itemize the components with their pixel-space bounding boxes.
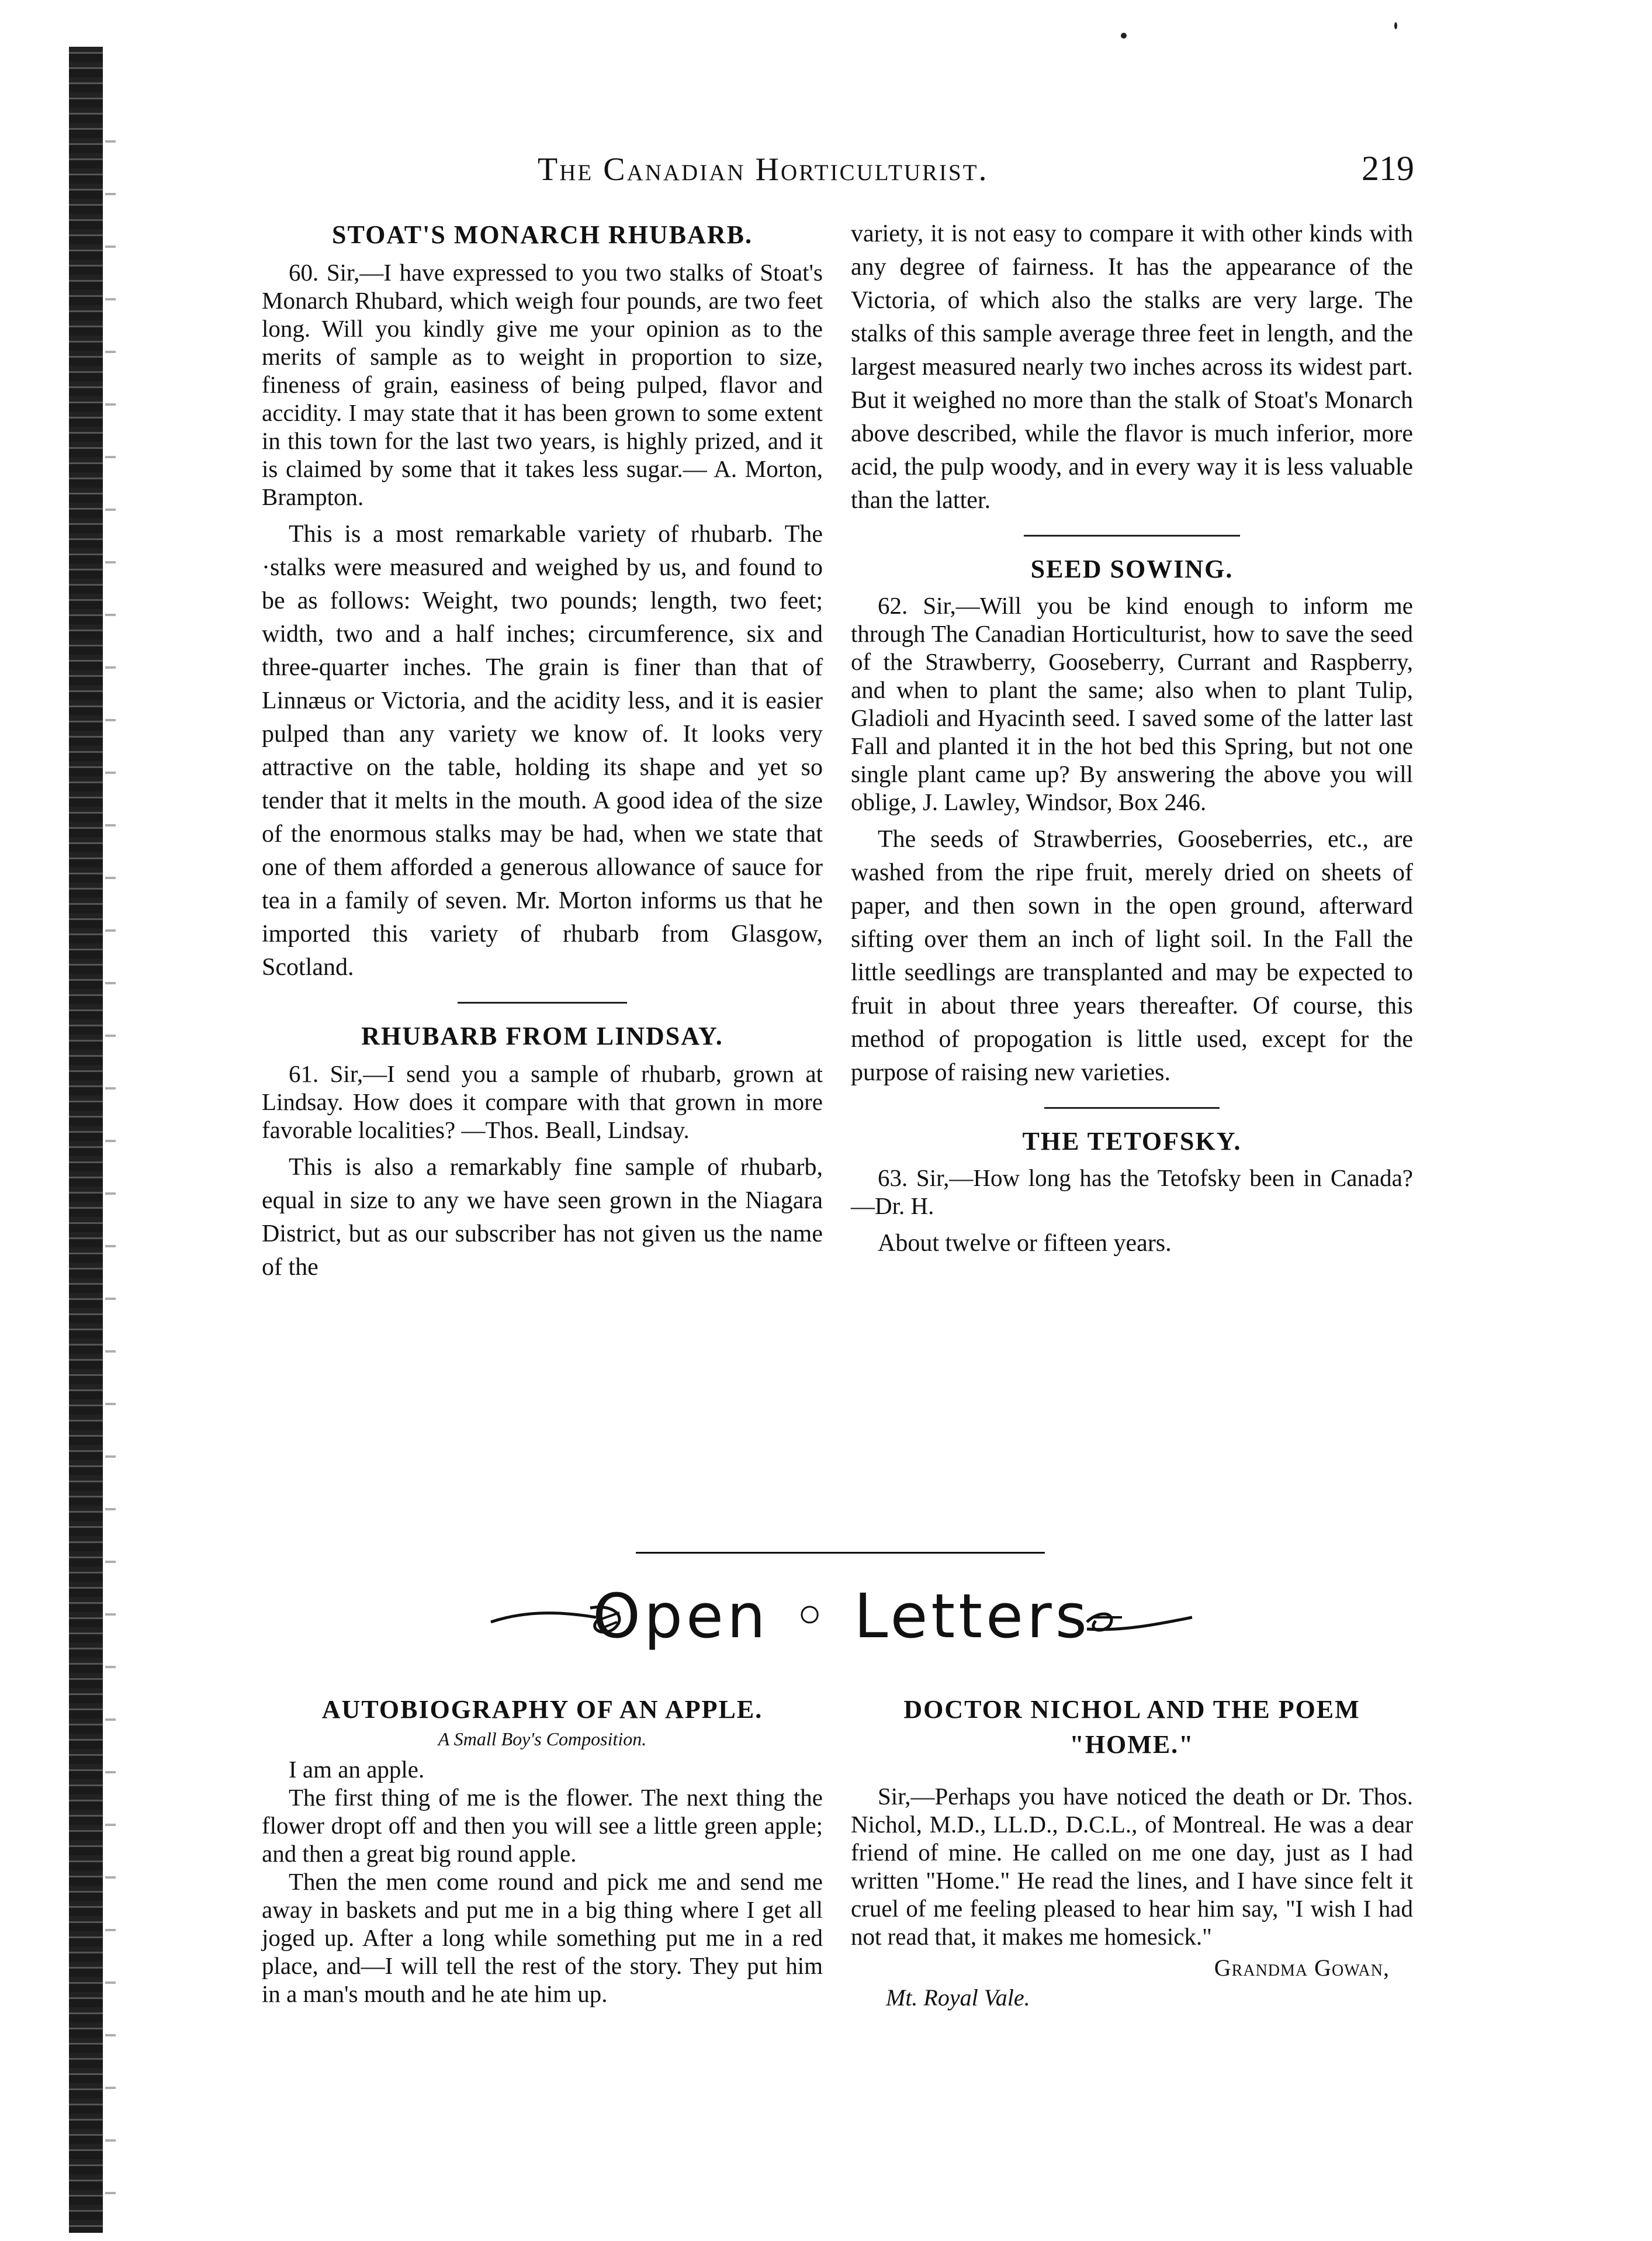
reply-61: This is also a remarkably fine sample of rhubarb, equal in size to any we have seen grown in the Niagara District, but as our subscriber has not given us the name of the xyxy=(262,1154,823,1281)
reply-62: The seeds of Strawberries, Gooseberries, etc., are washed from the ripe fruit, merely dried on sheets of paper, and then sown in the open ground, afterward sifting over them an inch of light soil. In the Fall the little seedlings are transplanted and may be expected to fruit in about three years thereafter. Of course, this method of propogation is little used, except for the purpose of raising new varieties. xyxy=(851,826,1413,1086)
autobiography-column xyxy=(262,1692,823,2008)
page-number: 219 xyxy=(1362,149,1414,188)
letter-61: 61. Sir,—I send you a sample of rhubarb, grown at Lindsay. How does it compare with that grown in more favorable localities? —Thos. Beall, Lindsay. xyxy=(262,1060,823,1143)
right-column xyxy=(851,217,1413,1260)
signature: Grandma Gowan, xyxy=(1214,1955,1390,1981)
letter-63: 63. Sir,—How long has the Tetofsky been in Canada?—Dr. H. xyxy=(851,1164,1413,1219)
section-divider xyxy=(1024,535,1240,537)
letter-60: 60. Sir,—I have expressed to you two stalks of Stoat's Monarch Rhubard, which weigh four pounds, are two feet long. Will you kindly give me your opinion as to the merits of sample as to weight in proportion to size, fineness of grain, easiness of being pulped, flavor and accidity. I may state that it has been grown to some extent in this town for the last two years, is highly prized, and it is claimed by some that it takes less sugar.— A. Morton, Brampton. xyxy=(262,259,823,510)
book-binding-edge xyxy=(69,47,103,2233)
section-heading-seed-sowing: SEED SOWING. xyxy=(1030,555,1234,583)
banner-title: Open ◦ Letters xyxy=(593,1581,1090,1652)
left-column xyxy=(262,217,823,1284)
paragraph: Then the men come round and pick me and send me away in baskets and put me in a big thing where I get all joged up. After a long while something put me in a red place, and—I will tell the rest of the story. They put him in a man's mouth and he ate him up. xyxy=(262,1868,823,2007)
section-heading-tetofsky: THE TETOFSKY. xyxy=(1022,1127,1242,1156)
paragraph: The first thing of me is the flower. The next thing the flower dropt off and then you will see a little green apple; and then a great big round apple. xyxy=(262,1784,823,1867)
running-header xyxy=(538,151,1414,198)
section-heading-stoats: STOAT'S MONARCH RHUBARB. xyxy=(332,220,753,249)
paragraph: I am an apple. xyxy=(289,1756,425,1783)
banner-top-rule xyxy=(636,1552,1045,1554)
section-heading-nichol: DOCTOR NICHOL AND THE POEM xyxy=(903,1695,1360,1724)
byline: A Small Boy's Composition. xyxy=(438,1728,647,1749)
binding-shadow xyxy=(105,117,116,2233)
section-heading-home: "HOME." xyxy=(1069,1730,1194,1759)
journal-title: The Canadian Horticulturist. xyxy=(538,151,989,188)
open-letters-banner xyxy=(479,1575,1204,1663)
ink-speck xyxy=(1121,33,1127,39)
ink-speck xyxy=(1394,22,1397,29)
nichol-column xyxy=(851,1692,1413,2011)
letter-62: 62. Sir,—Will you be kind enough to inform me through The Canadian Horticulturist, how to save the seed of the Strawberry, Gooseberry, Currant and Raspberry, and when to plant the same; also when to plant Tulip, Gladioli and Hyacinth seed. I saved some of the latter last Fall and planted it in the hot bed this Spring, but not one single plant came up? By answering the above you will oblige, J. Lawley, Windsor, Box 246. xyxy=(851,592,1413,815)
paragraph: Sir,—Perhaps you have noticed the death or Dr. Thos. Nichol, M.D., LL.D., D.C.L., of Montreal. He was a dear friend of mine. He called on me one day, just as I had written "Home." He read the lines, and I have since felt it cruel of me feeling pleased to hear him say, "I wish I had not read that, it makes me homesick." xyxy=(851,1783,1413,1950)
section-heading-lindsay: RHUBARB FROM LINDSAY. xyxy=(361,1022,723,1050)
reply-60: This is a most remarkable variety of rhubarb. The ·stalks were measured and weighed by us, and found to be as follows: Weight, two pounds; length, two feet; width, two and a half inches; circumference, six and three-quarter inches. The grain is finer than that of Linnæus or Victoria, and the acidity less, and it is easier pulped than any variety we know of. It looks very attractive on the table, holding its shape and yet so tender that it melts in the mouth. A good idea of the size of the enormous stalks may be had, when we state that one of them afforded a generous allowance of sauce for tea in a family of seven. Mr. Morton informs us that he imported this variety of rhubarb from Glasgow, Scotland. xyxy=(262,521,823,981)
reply-63: About twelve or fifteen years. xyxy=(878,1230,1172,1257)
section-divider xyxy=(1044,1107,1220,1109)
reply-61-continued: variety, it is not easy to compare it with other kinds with any degree of fairness. It has the appearance of the Victoria, of which also the stalks are very large. The stalks of this sample average three feet in length, and the largest measured nearly two inches across its widest part. But it weighed no more than the stalk of Stoat's Monarch above described, while the flavor is much inferior, more acid, the pulp woody, and in every way it is less valuable than the latter. xyxy=(851,220,1413,514)
section-heading-autobiography: AUTOBIOGRAPHY OF AN APPLE. xyxy=(321,1695,763,1724)
section-divider xyxy=(458,1002,627,1004)
place: Mt. Royal Vale. xyxy=(886,1984,1030,2011)
